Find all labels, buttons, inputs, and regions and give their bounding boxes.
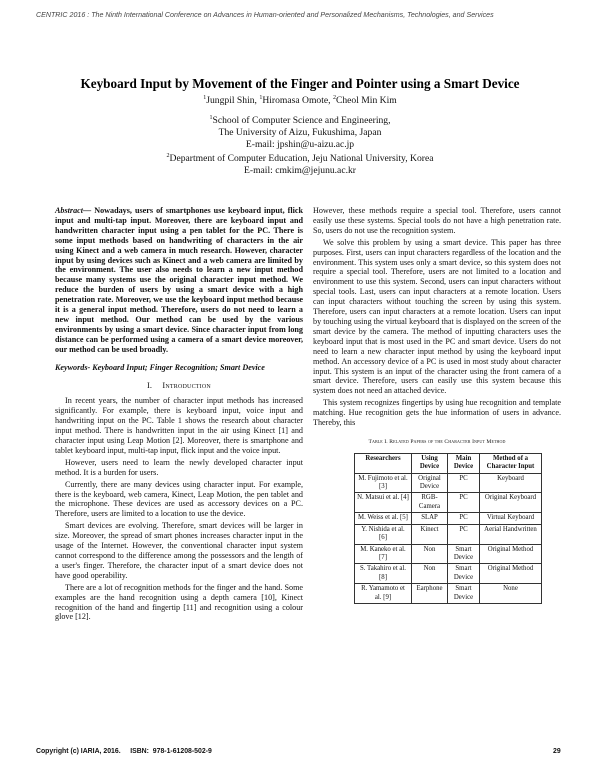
table-cell: Kinect [412,524,448,544]
keywords: Keywords- Keyboard Input; Finger Recognition; Smart Device [55,362,265,372]
related-papers-table [354,453,542,604]
abstract-heading: Abstract [55,206,83,215]
author: $^1$Jungpil Shin, [203,94,260,106]
table-cell: PC [448,524,480,544]
email: E-mail: cmkim@jejunu.ac.kr [244,165,356,176]
paragraph: There are a lot of recognition methods for the finger and the hand. Some examples are the hand recognition using a depth camera [10], Kinect recognition of the hand and fingertip [11] and recognition using a colour glove [12]. [55,582,303,622]
affiliation-1: $^1$School of Computer Science and Engineering, The University of Aizu, Fukushima, Japan E-mail: jpshin@u-aizu.ac.jp [0,115,600,151]
table-row [355,493,542,513]
author: $^2$Cheol Min Kim [332,94,397,106]
table-cell: Smart Device [448,584,480,604]
email: E-mail: jpshin@u-aizu.ac.jp [245,139,355,150]
table-cell: R. Yamamoto et al. [9] [355,584,412,604]
table-cell: N. Matsui et al. [4] [355,493,412,513]
table-cell: Smart Device [448,544,480,564]
abstract: Abstract— Nowadays, users of smartphones use keyboard input, flick input and multi-tap input. Moreover, there are keyboard input and handwritten character input using a pen tablet for the PC. There is some input methods based on handwriting of characters in the air using Kinect and a web camera in much research. However, character input by using devices such as Kinect and a web camera are limited by the environment. The user also needs to learn a new input method because many systems use the original character input method. We reduce the burden of users by using a smart device with a high penetration rate. Moreover, we use the keyboard input method because it is a general input method. Therefore, users do not need to learn a new input method. Our method can be used by the various environments by using a smart device. Since character input from long distance can be performed using a camera of a smart device moreover, our method can be used broadly. [55,206,304,354]
page-number: 29 [553,748,561,755]
table-cell: Original Keyboard [480,493,542,513]
table-row [355,564,542,584]
table-cell: Aerial Handwritten [480,524,542,544]
table-cell: None [480,584,542,604]
left-column [55,206,303,622]
table-cell: RGB-Camera [412,493,448,513]
table-cell: S. Takahiro et al. [8] [355,564,412,584]
right-column [313,206,561,604]
table-caption: Table I. Related Papers of the Character Input Method [368,438,506,445]
author-list [0,95,600,106]
table-cell: Smart Device [448,564,480,584]
table-cell: Original Method [480,544,542,564]
paragraph: Currently, there are many devices using character input. For example, there is the keyboard, web camera, Kinect, Leap Motion, the pen tablet and the microphone. These devices are used as accessory devices on a PC. Therefore, users are limited to a location to use the device. [55,479,303,519]
table-row [355,473,542,493]
table-cell: PC [448,513,480,524]
table-cell: Original Device [412,473,448,493]
table-cell: Y. Nishida et al. [6] [355,524,412,544]
conference-header: CENTRIC 2016 : The Ninth International Conference on Advances in Human-oriented and Personalized Mechanisms, Technologies, and Services [36,11,494,19]
table-cell: Original Method [480,564,542,584]
table-cell: SLAP [412,513,448,524]
table-row [355,513,542,524]
table-cell: PC [448,493,480,513]
table-row [355,584,542,604]
paragraph: In recent years, the number of character input methods has increased significantly. For example, there is keyboard input, voice input and handwriting input on the PC. Table 1 shows the research about character input method. There is handwritten input in the air using Kinect [1] and character input using Leap Motion [2]. Moreover, there is smartphone and tablet keyboard input, multi-tap input, flick input and the voice input. [55,396,303,455]
paper-title: Keyboard Input by Movement of the Finger and Pointer using a Smart Device [80,76,520,91]
table-cell: Non [412,564,448,584]
table-cell: Earphone [412,584,448,604]
paragraph: Smart devices are evolving. Therefore, smart devices will be larger in size. Moreover, the spread of smart phones increases character input in the usage of the Internet. However, the conventional character input system cannot correspond to the difference among the possessors and the length of a user's finger. Therefore, the character input of a smart device does not have good operability. [55,521,303,580]
table-cell: PC [448,473,480,493]
column-header: Method of a Character Input [480,453,542,473]
table-cell: Virtual Keyboard [480,513,542,524]
affiliation-2: $^2$Department of Computer Education, Jeju National University, Korea E-mail: cmkim@jejunu.ac.kr [0,153,600,177]
table-row [355,544,542,564]
column-header: Researchers [355,453,412,473]
section-heading: I. Introduction [147,380,211,390]
paragraph: We solve this problem by using a smart device. This paper has three purposes. First, users can input characters regardless of the location and the environment. This system uses only a smart device, so this system does not require a special tool. Therefore, users are not limited to a location and environment to use this system. Second, users can input characters without special tools. Last, users can input characters at a remote location. Users can input characters without touching the screen by using this system. Therefore, users can input characters at a remote location. Users can input by touching using the virtual keyboard that is displayed on the screen of the smart device by the camera. The method of inputting characters uses the keyboard input that is most used in the PC and smart device. Users do not need to learn a new character input method by using the keyboard input method. An accessory device of a PC is used in most study about character input. This system is an input of the character using the front camera of a smart device. Therefore, users can easily use this system because this system does not need an attached device. [313,237,561,396]
table-cell: Keyboard [480,473,542,493]
copyright-footer: Copyright (c) IARIA, 2016. ISBN: 978-1-61208-502-9 [36,748,212,755]
table-cell: M. Fujimoto et al. [3] [355,473,412,493]
paragraph: However, users need to learn the newly developed character input method. It is a burden for users. [55,457,303,477]
paragraph: However, these methods require a special tool. Therefore, users cannot easily use these systems. Special tools do not have a high penetration rate. So, users do not use the recognition system. [313,206,561,235]
table-cell: M. Weiss et al. [5] [355,513,412,524]
table-cell: Non [412,544,448,564]
table-cell: M. Kaneko et al. [7] [355,544,412,564]
author: $^1$Hiromasa Omote, [259,94,333,106]
paragraph: This system recognizes fingertips by using hue recognition and template matching. Hue recognition gets the hue information of users in advance. Thereby, this [313,398,561,428]
column-header: Using Device [412,453,448,473]
column-header: Main Device [448,453,480,473]
table-header-row [355,453,542,473]
table-row [355,524,542,544]
